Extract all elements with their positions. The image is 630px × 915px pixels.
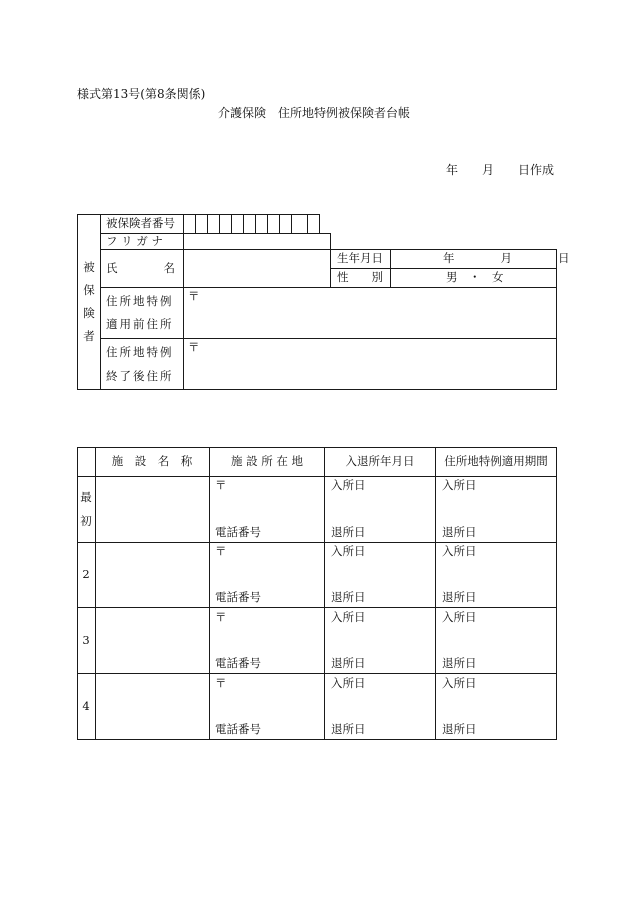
discharge-label: 退所日	[331, 656, 366, 670]
prior-address-postal-mark: 〒	[188, 289, 200, 303]
birth-date-value: 年 月 日	[443, 251, 570, 265]
row-label: 初	[80, 514, 92, 528]
phone-label: 電話番号	[215, 525, 261, 539]
phone-label: 電話番号	[215, 656, 261, 670]
postal-mark: 〒	[215, 544, 227, 558]
period-end-label: 退所日	[442, 656, 477, 670]
admission-label: 入所日	[331, 478, 366, 492]
postal-mark: 〒	[215, 478, 227, 492]
header-admission-dates: 入退所年月日	[345, 454, 415, 468]
birth-date-label: 生年月日	[337, 251, 383, 265]
page-title: 介護保険 住所地特例被保険者台帳	[218, 106, 411, 120]
phone-label: 電話番号	[215, 590, 261, 604]
form-number: 様式第13号(第8条関係)	[77, 87, 206, 101]
admission-label: 入所日	[331, 610, 366, 624]
discharge-label: 退所日	[331, 722, 366, 736]
sex-label: 性 別	[337, 270, 383, 284]
name-label: 氏 名	[106, 261, 175, 275]
insured-side-label-2: 保	[83, 283, 95, 297]
discharge-label: 退所日	[331, 525, 366, 539]
insured-side-label-1: 被	[83, 260, 95, 274]
row-label: 3	[82, 633, 90, 647]
period-end-label: 退所日	[442, 525, 477, 539]
insured-side-label-3: 険	[83, 306, 95, 320]
header-facility-name: 施 設 名 称	[111, 454, 193, 468]
sex-value: 男 ・ 女	[446, 270, 504, 284]
period-start-label: 入所日	[442, 610, 477, 624]
period-start-label: 入所日	[442, 544, 477, 558]
end-address-postal-mark: 〒	[188, 340, 200, 354]
period-start-label: 入所日	[442, 478, 477, 492]
postal-mark: 〒	[215, 676, 227, 690]
period-start-label: 入所日	[442, 676, 477, 690]
postal-mark: 〒	[215, 610, 227, 624]
header-facility-address: 施 設 所 在 地	[230, 454, 304, 468]
phone-label: 電話番号	[215, 722, 261, 736]
prior-address-label-line1: 住所地特例	[106, 294, 174, 308]
furigana-label: フ リ ガ ナ	[106, 234, 163, 248]
row-label: 2	[82, 567, 90, 581]
period-end-label: 退所日	[442, 722, 477, 736]
creation-date: 年 月 日作成	[446, 163, 555, 177]
header-application-period: 住所地特例適用期間	[444, 454, 548, 468]
row-label: 4	[82, 699, 90, 713]
end-address-label-line1: 住所地特例	[106, 345, 174, 359]
admission-label: 入所日	[331, 676, 366, 690]
insured-side-label-4: 者	[83, 329, 95, 343]
discharge-label: 退所日	[331, 590, 366, 604]
admission-label: 入所日	[331, 544, 366, 558]
insured-number-label: 被保険者番号	[106, 216, 175, 230]
period-end-label: 退所日	[442, 590, 477, 604]
prior-address-label-line2: 適用前住所	[106, 317, 174, 331]
end-address-label-line2: 終了後住所	[106, 369, 174, 383]
row-label: 最	[80, 490, 92, 504]
